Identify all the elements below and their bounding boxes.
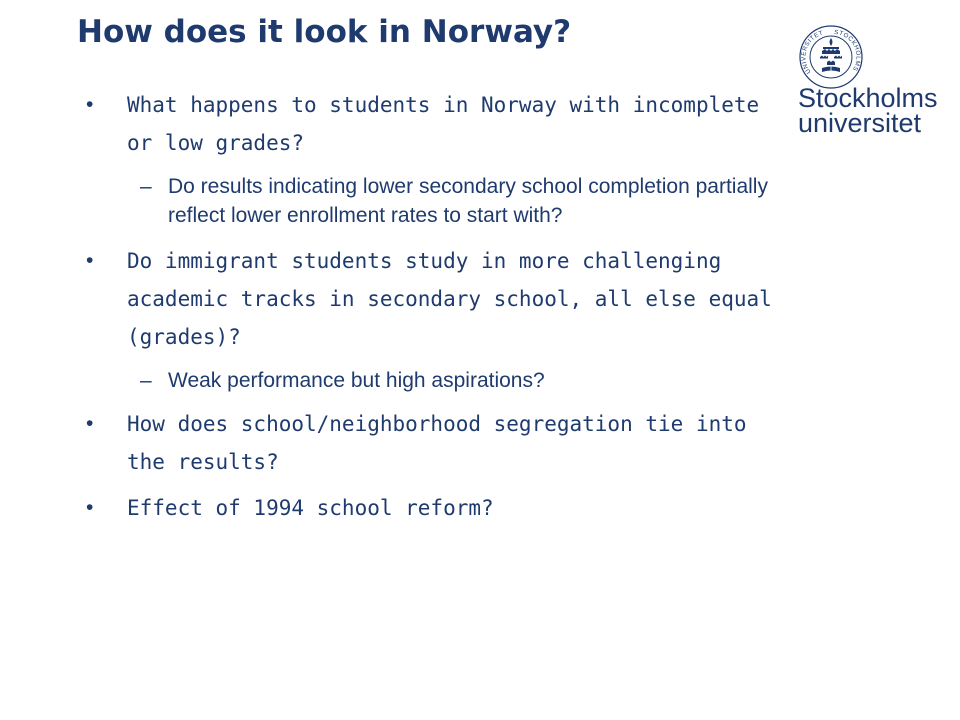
bullet-item <box>86 405 786 481</box>
logo-line-2: universitet <box>798 108 922 138</box>
bullet-text: Do immigrant students study in more challenging academic tracks in secondary school, all else equal (grades)? <box>127 249 772 349</box>
university-seal-icon <box>798 24 864 90</box>
university-logo <box>790 24 940 138</box>
sub-bullet-dash: – <box>140 369 152 392</box>
bullet-dot: • <box>86 496 94 519</box>
sub-bullet-text: Weak performance but high aspirations? <box>168 369 545 392</box>
bullet-list <box>86 86 786 527</box>
seal-text-right: STOCKHOLMS <box>833 28 862 73</box>
bullet-text: What happens to students in Norway with incomplete or low grades? <box>127 93 760 155</box>
bullet-item <box>86 242 786 356</box>
sub-bullet-dash: – <box>140 175 152 198</box>
logo-line-1: Stockholms <box>798 83 938 113</box>
bullet-item <box>86 489 786 527</box>
logo-wordmark <box>798 83 938 138</box>
slide-title: How does it look in Norway? <box>77 14 572 50</box>
bullet-text: How does school/neighborhood segregation tie into the results? <box>127 412 747 474</box>
bullet-text: Effect of 1994 school reform? <box>127 496 494 520</box>
sub-bullet-text: Do results indicating lower secondary school completion partially reflect lower enrollment rates to start with? <box>168 175 768 227</box>
sub-bullet-item <box>86 366 786 395</box>
seal-text-left: UNIVERSITET <box>800 29 825 75</box>
bullet-dot: • <box>86 249 94 272</box>
sub-bullet-item <box>86 172 786 230</box>
svg-text:UNIVERSITET <box>800 30 824 75</box>
bullet-dot: • <box>86 412 94 435</box>
bullet-item <box>86 86 786 162</box>
bullet-dot: • <box>86 93 94 116</box>
